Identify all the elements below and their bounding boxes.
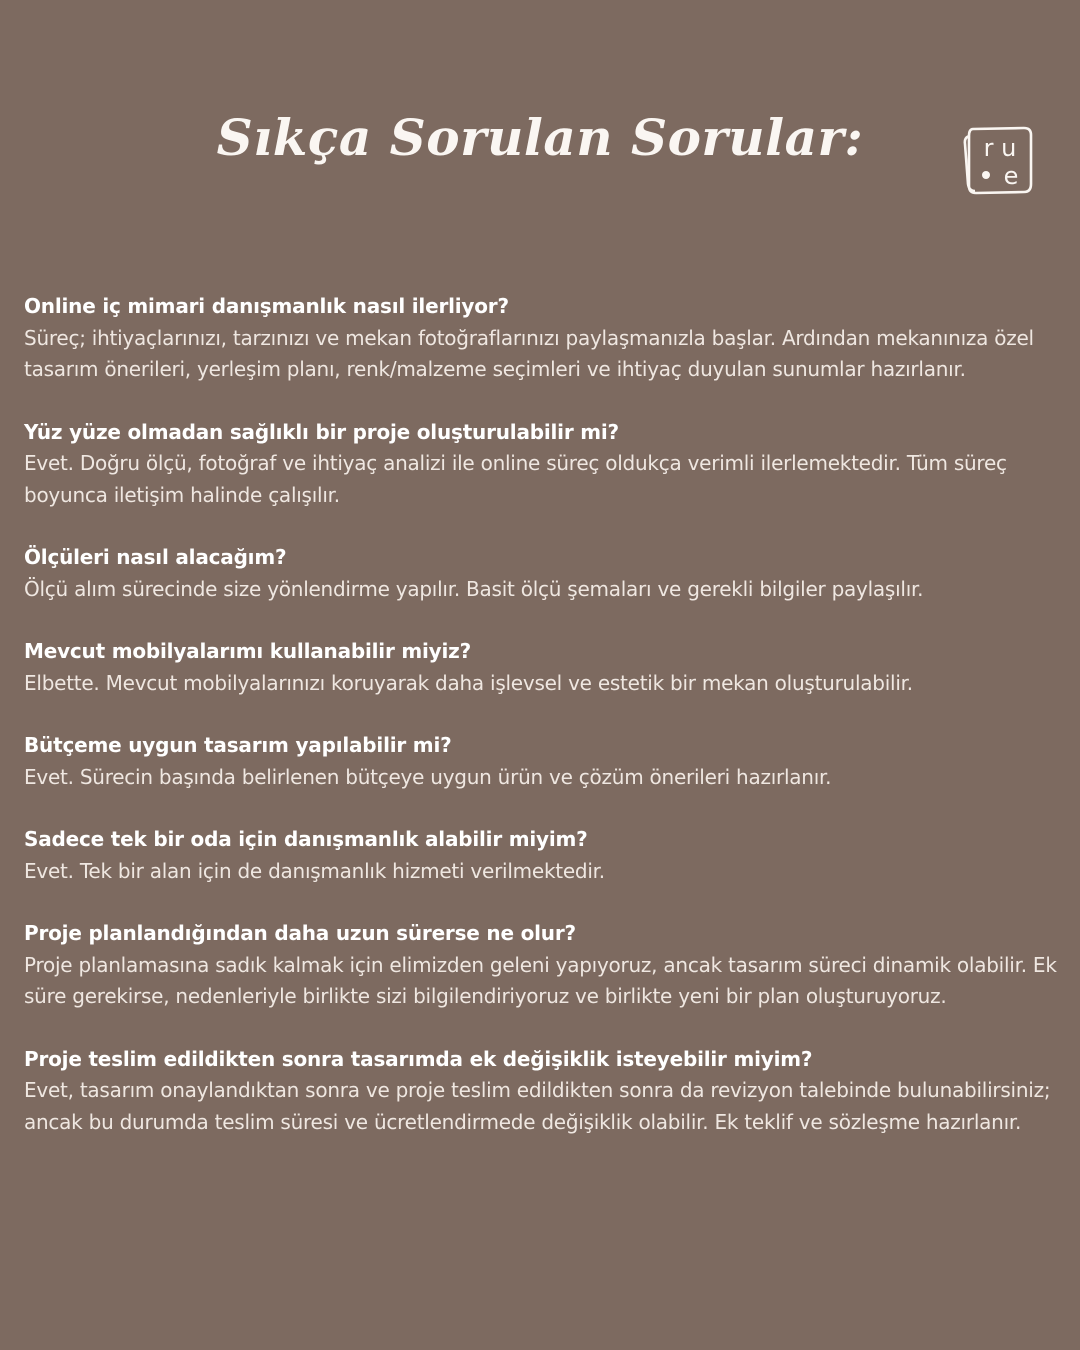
faq-answer: Elbette. Mevcut mobilyalarınızı koruyarak daha işlevsel ve estetik bir mekan oluşturulabilir. [24,670,913,695]
rue-logo-icon [960,124,1034,196]
faq-item [24,417,1064,512]
faq-item [24,542,1064,605]
faq-answer: Evet. Doğru ölçü, fotoğraf ve ihtiyaç analizi ile online süreç oldukça verimli ilerlemektedir. Tüm süreç boyunca iletişim halinde çalışılır. [24,451,1007,507]
logo-top-text: r u [983,134,1017,162]
faq-answer: Evet. Sürecin başında belirlenen bütçeye uygun ürün ve çözüm önerileri hazırlanır. [24,764,832,789]
faq-answer: Evet, tasarım onaylandıktan sonra ve proje teslim edildikten sonra da revizyon talebinde bulunabilirsiniz; ancak bu durumda teslim süresi ve ücretlendirmede değişiklik olabilir. Ek teklif ve sözleşme hazırlanır. [24,1078,1051,1134]
faq-item [24,824,1064,887]
faq-item [24,730,1064,793]
faq-list [24,291,1064,1169]
faq-question: Online iç mimari danışmanlık nasıl ilerliyor? [24,294,509,318]
faq-question: Mevcut mobilyalarımı kullanabilir miyiz? [24,639,472,663]
faq-answer: Evet. Tek bir alan için de danışmanlık hizmeti verilmektedir. [24,858,605,883]
faq-answer: Süreç; ihtiyaçlarınızı, tarzınızı ve mekan fotoğraflarınızı paylaşmanızla başlar. Ardından mekanınıza özel tasarım önerileri, yerleşim planı, renk/malzeme seçimleri ve ihtiyaç duyulan sunumlar hazırlanır. [24,325,1034,381]
faq-item [24,1044,1064,1139]
faq-question: Sadece tek bir oda için danışmanlık alabilir miyim? [24,827,588,851]
faq-question: Proje planlandığından daha uzun sürerse ne olur? [24,921,576,945]
logo-bottom-text: e [1003,162,1019,190]
faq-item [24,636,1064,699]
faq-question: Proje teslim edildikten sonra tasarımda ek değişiklik isteyebilir miyim? [24,1046,813,1071]
faq-item [24,291,1064,386]
faq-item [24,918,1064,1013]
faq-question: Ölçüleri nasıl alacağım? [24,545,287,569]
faq-answer: Ölçü alım sürecinde size yönlendirme yapılır. Basit ölçü şemaları ve gerekli bilgiler paylaşılır. [24,576,924,601]
faq-answer: Proje planlamasına sadık kalmak için elimizden geleni yapıyoruz, ancak tasarım süreci dinamik olabilir. Ek süre gerekirse, nedenleriyle birlikte sizi bilgilendiriyoruz ve birlikte yeni bir plan oluşturuyoruz. [24,952,1057,1008]
logo-dot [982,171,990,179]
page-title: Sıkça Sorulan Sorular: [216,108,864,167]
faq-question: Bütçeme uygun tasarım yapılabilir mi? [24,733,452,757]
faq-question: Yüz yüze olmadan sağlıklı bir proje oluşturulabilir mi? [24,419,619,444]
